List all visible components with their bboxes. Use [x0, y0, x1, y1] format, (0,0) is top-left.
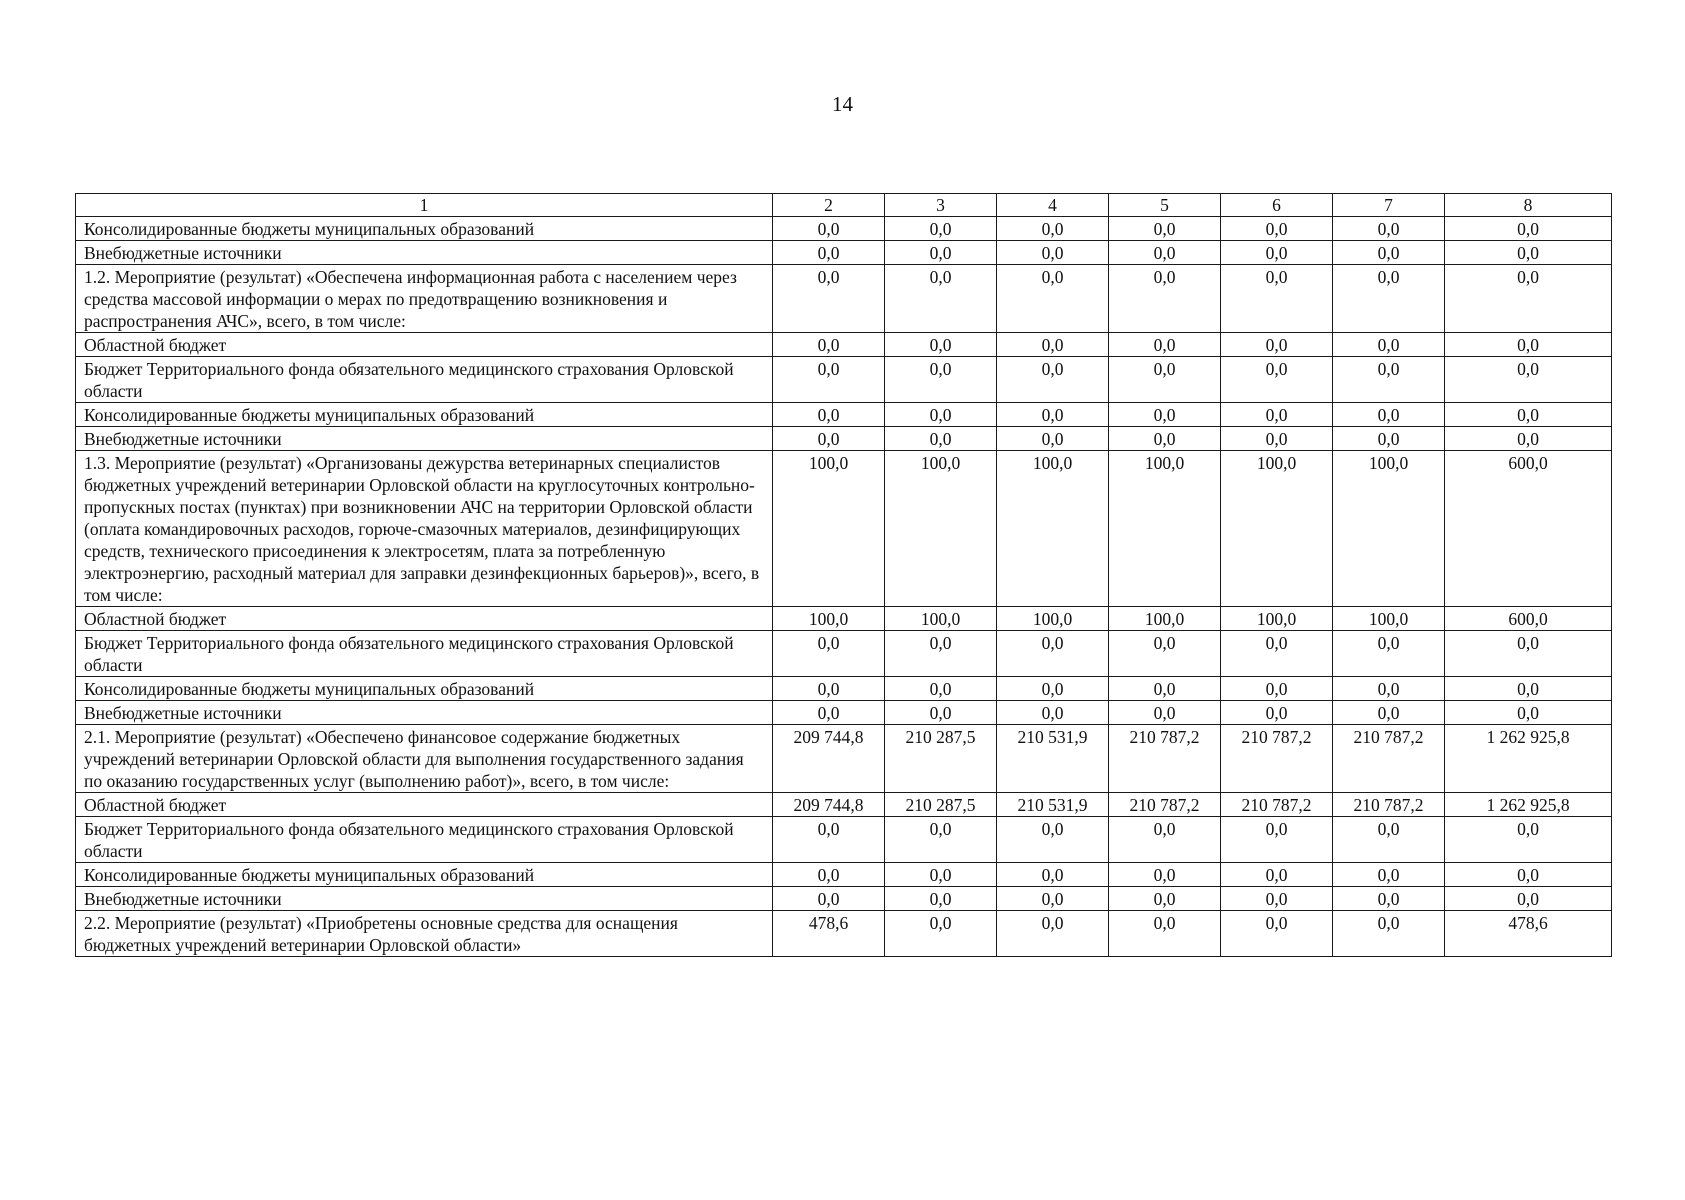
row-value: 0,0: [997, 241, 1109, 265]
row-value: 0,0: [1221, 631, 1333, 677]
row-value: 0,0: [1221, 427, 1333, 451]
row-value: 0,0: [1109, 677, 1221, 701]
row-value: 0,0: [1221, 403, 1333, 427]
row-value: 100,0: [885, 451, 997, 607]
row-value: 0,0: [1221, 241, 1333, 265]
row-value: 0,0: [997, 887, 1109, 911]
row-value: 0,0: [1445, 863, 1612, 887]
row-value: 210 787,2: [1333, 793, 1445, 817]
row-value: 0,0: [997, 217, 1109, 241]
row-label: Бюджет Территориального фонда обязательного медицинского страхования Орловской области: [76, 817, 773, 863]
row-value: 0,0: [997, 677, 1109, 701]
row-value: 0,0: [885, 911, 997, 957]
row-value: 0,0: [1445, 333, 1612, 357]
row-value: 0,0: [773, 265, 885, 333]
row-value: 0,0: [1445, 631, 1612, 677]
row-value: 0,0: [885, 887, 997, 911]
row-value: 210 787,2: [1109, 793, 1221, 817]
row-value: 0,0: [773, 631, 885, 677]
column-header: 3: [885, 194, 997, 217]
row-value: 0,0: [997, 863, 1109, 887]
row-value: 0,0: [1221, 817, 1333, 863]
row-value: 478,6: [773, 911, 885, 957]
row-value: 210 531,9: [997, 793, 1109, 817]
row-value: 0,0: [1109, 911, 1221, 957]
table-row: [76, 631, 1612, 677]
row-label: Внебюджетные источники: [76, 701, 773, 725]
table-row: [76, 427, 1612, 451]
row-value: 0,0: [773, 403, 885, 427]
row-value: 209 744,8: [773, 725, 885, 793]
row-value: 1 262 925,8: [1445, 725, 1612, 793]
table-row: [76, 887, 1612, 911]
row-value: 100,0: [1333, 451, 1445, 607]
table-row: [76, 677, 1612, 701]
row-value: 0,0: [997, 631, 1109, 677]
row-value: 209 744,8: [773, 793, 885, 817]
row-value: 0,0: [1221, 357, 1333, 403]
column-header: 5: [1109, 194, 1221, 217]
row-value: 0,0: [1109, 817, 1221, 863]
row-label: Внебюджетные источники: [76, 887, 773, 911]
row-value: 0,0: [773, 887, 885, 911]
row-value: 0,0: [997, 333, 1109, 357]
row-value: 0,0: [1445, 817, 1612, 863]
row-value: 0,0: [773, 817, 885, 863]
row-value: 100,0: [885, 607, 997, 631]
column-header: 7: [1333, 194, 1445, 217]
row-value: 0,0: [885, 631, 997, 677]
row-value: 0,0: [1445, 403, 1612, 427]
row-value: 0,0: [885, 863, 997, 887]
row-value: 0,0: [1221, 863, 1333, 887]
row-value: 0,0: [997, 403, 1109, 427]
row-value: 0,0: [1333, 357, 1445, 403]
row-value: 0,0: [885, 357, 997, 403]
row-value: 0,0: [1445, 217, 1612, 241]
row-value: 100,0: [1109, 451, 1221, 607]
row-value: 600,0: [1445, 451, 1612, 607]
row-value: 0,0: [885, 427, 997, 451]
table-row: [76, 911, 1612, 957]
row-value: 100,0: [1333, 607, 1445, 631]
budget-table-body: [76, 194, 1612, 957]
row-label: Бюджет Территориального фонда обязательного медицинского страхования Орловской области: [76, 357, 773, 403]
row-value: 100,0: [773, 451, 885, 607]
row-value: 1 262 925,8: [1445, 793, 1612, 817]
row-value: 0,0: [773, 677, 885, 701]
row-value: 0,0: [885, 817, 997, 863]
table-row: [76, 607, 1612, 631]
row-label: 1.3. Мероприятие (результат) «Организованы дежурства ветеринарных специалистов бюджетных учреждений ветеринарии Орловской области на круглосуточных контрольно-пропускных постах (пунктах) при возникновении АЧС на территории Орловской области (оплата командировочных расходов, горюче-смазочных материалов, дезинфицирующих средств, технического присоединения к электросетям, плата за потребленную электроэнергию, расходный материал для заправки дезинфекционных барьеров)», всего, в том числе:: [76, 451, 773, 607]
row-label: Внебюджетные источники: [76, 427, 773, 451]
row-label: 2.2. Мероприятие (результат) «Приобретены основные средства для оснащения бюджетных учреждений ветеринарии Орловской области»: [76, 911, 773, 957]
row-value: 0,0: [1445, 241, 1612, 265]
table-row: [76, 333, 1612, 357]
row-value: 0,0: [773, 863, 885, 887]
row-value: 0,0: [773, 357, 885, 403]
row-value: 0,0: [1109, 863, 1221, 887]
row-value: 0,0: [997, 427, 1109, 451]
table-row: [76, 241, 1612, 265]
table-row: [76, 357, 1612, 403]
row-value: 100,0: [997, 607, 1109, 631]
row-label: Областной бюджет: [76, 333, 773, 357]
row-value: 0,0: [1221, 677, 1333, 701]
row-value: 0,0: [1109, 701, 1221, 725]
row-value: 0,0: [1221, 333, 1333, 357]
row-value: 0,0: [1109, 333, 1221, 357]
row-value: 0,0: [1445, 677, 1612, 701]
row-value: 0,0: [773, 701, 885, 725]
page-number: 14: [832, 92, 853, 116]
table-row: [76, 793, 1612, 817]
row-value: 0,0: [1445, 265, 1612, 333]
table-header-row: [76, 194, 1612, 217]
row-value: 0,0: [773, 241, 885, 265]
table-row: [76, 725, 1612, 793]
row-value: 0,0: [1333, 217, 1445, 241]
row-value: 210 531,9: [997, 725, 1109, 793]
row-label: Консолидированные бюджеты муниципальных образований: [76, 403, 773, 427]
row-value: 100,0: [997, 451, 1109, 607]
table-row: [76, 265, 1612, 333]
row-value: 0,0: [1445, 701, 1612, 725]
row-value: 0,0: [1445, 427, 1612, 451]
row-label: 2.1. Мероприятие (результат) «Обеспечено финансовое содержание бюджетных учреждений ветеринарии Орловской области для выполнения государственного задания по оказанию государственных услуг (выполнению работ)», всего, в том числе:: [76, 725, 773, 793]
row-value: 0,0: [885, 265, 997, 333]
column-header: 2: [773, 194, 885, 217]
row-value: 478,6: [1445, 911, 1612, 957]
row-value: 0,0: [1221, 911, 1333, 957]
row-value: 0,0: [1109, 403, 1221, 427]
row-value: 0,0: [885, 241, 997, 265]
row-value: 0,0: [1445, 887, 1612, 911]
row-value: 210 787,2: [1221, 793, 1333, 817]
row-value: 600,0: [1445, 607, 1612, 631]
row-value: 0,0: [773, 427, 885, 451]
row-value: 0,0: [1221, 701, 1333, 725]
row-value: 0,0: [885, 701, 997, 725]
row-label: Консолидированные бюджеты муниципальных образований: [76, 863, 773, 887]
row-value: 0,0: [1333, 887, 1445, 911]
row-value: 0,0: [1109, 357, 1221, 403]
row-value: 0,0: [1109, 265, 1221, 333]
row-value: 100,0: [1221, 607, 1333, 631]
row-value: 0,0: [1221, 265, 1333, 333]
row-label: Областной бюджет: [76, 607, 773, 631]
row-label: 1.2. Мероприятие (результат) «Обеспечена информационная работа с населением через средства массовой информации о мерах по предотвращению возникновения и распространения АЧС», всего, в том числе:: [76, 265, 773, 333]
row-label: Бюджет Территориального фонда обязательного медицинского страхования Орловской области: [76, 631, 773, 677]
row-value: 0,0: [1109, 241, 1221, 265]
row-value: 0,0: [1109, 427, 1221, 451]
row-value: 0,0: [1333, 677, 1445, 701]
table-row: [76, 863, 1612, 887]
column-header: 6: [1221, 194, 1333, 217]
row-value: 210 787,2: [1109, 725, 1221, 793]
row-value: 210 287,5: [885, 793, 997, 817]
row-value: 0,0: [997, 911, 1109, 957]
column-header: 8: [1445, 194, 1612, 217]
row-value: 0,0: [1445, 357, 1612, 403]
row-value: 100,0: [1109, 607, 1221, 631]
row-value: 0,0: [1333, 241, 1445, 265]
row-value: 0,0: [885, 217, 997, 241]
row-value: 0,0: [885, 333, 997, 357]
row-value: 0,0: [1109, 631, 1221, 677]
row-value: 0,0: [1333, 911, 1445, 957]
row-label: Областной бюджет: [76, 793, 773, 817]
table-row: [76, 451, 1612, 607]
row-value: 0,0: [997, 817, 1109, 863]
row-value: 0,0: [1109, 217, 1221, 241]
column-header: 4: [997, 194, 1109, 217]
row-label: Консолидированные бюджеты муниципальных образований: [76, 217, 773, 241]
row-value: 0,0: [773, 333, 885, 357]
table-row: [76, 817, 1612, 863]
row-value: 0,0: [1109, 887, 1221, 911]
table-row: [76, 701, 1612, 725]
row-value: 0,0: [885, 677, 997, 701]
row-value: 0,0: [997, 701, 1109, 725]
row-value: 0,0: [1221, 217, 1333, 241]
budget-table: [75, 193, 1612, 957]
row-value: 210 787,2: [1333, 725, 1445, 793]
row-value: 0,0: [1333, 631, 1445, 677]
table-row: [76, 217, 1612, 241]
row-value: 0,0: [1333, 427, 1445, 451]
row-value: 0,0: [1221, 887, 1333, 911]
row-value: 210 287,5: [885, 725, 997, 793]
row-value: 100,0: [1221, 451, 1333, 607]
row-value: 0,0: [1333, 863, 1445, 887]
row-value: 0,0: [1333, 701, 1445, 725]
row-label: Консолидированные бюджеты муниципальных образований: [76, 677, 773, 701]
row-value: 210 787,2: [1221, 725, 1333, 793]
row-value: 0,0: [773, 217, 885, 241]
row-value: 0,0: [1333, 265, 1445, 333]
row-label: Внебюджетные источники: [76, 241, 773, 265]
row-value: 0,0: [1333, 403, 1445, 427]
row-value: 0,0: [1333, 333, 1445, 357]
row-value: 100,0: [773, 607, 885, 631]
table-row: [76, 403, 1612, 427]
row-value: 0,0: [997, 357, 1109, 403]
column-header: 1: [76, 194, 773, 217]
row-value: 0,0: [997, 265, 1109, 333]
row-value: 0,0: [1333, 817, 1445, 863]
row-value: 0,0: [885, 403, 997, 427]
